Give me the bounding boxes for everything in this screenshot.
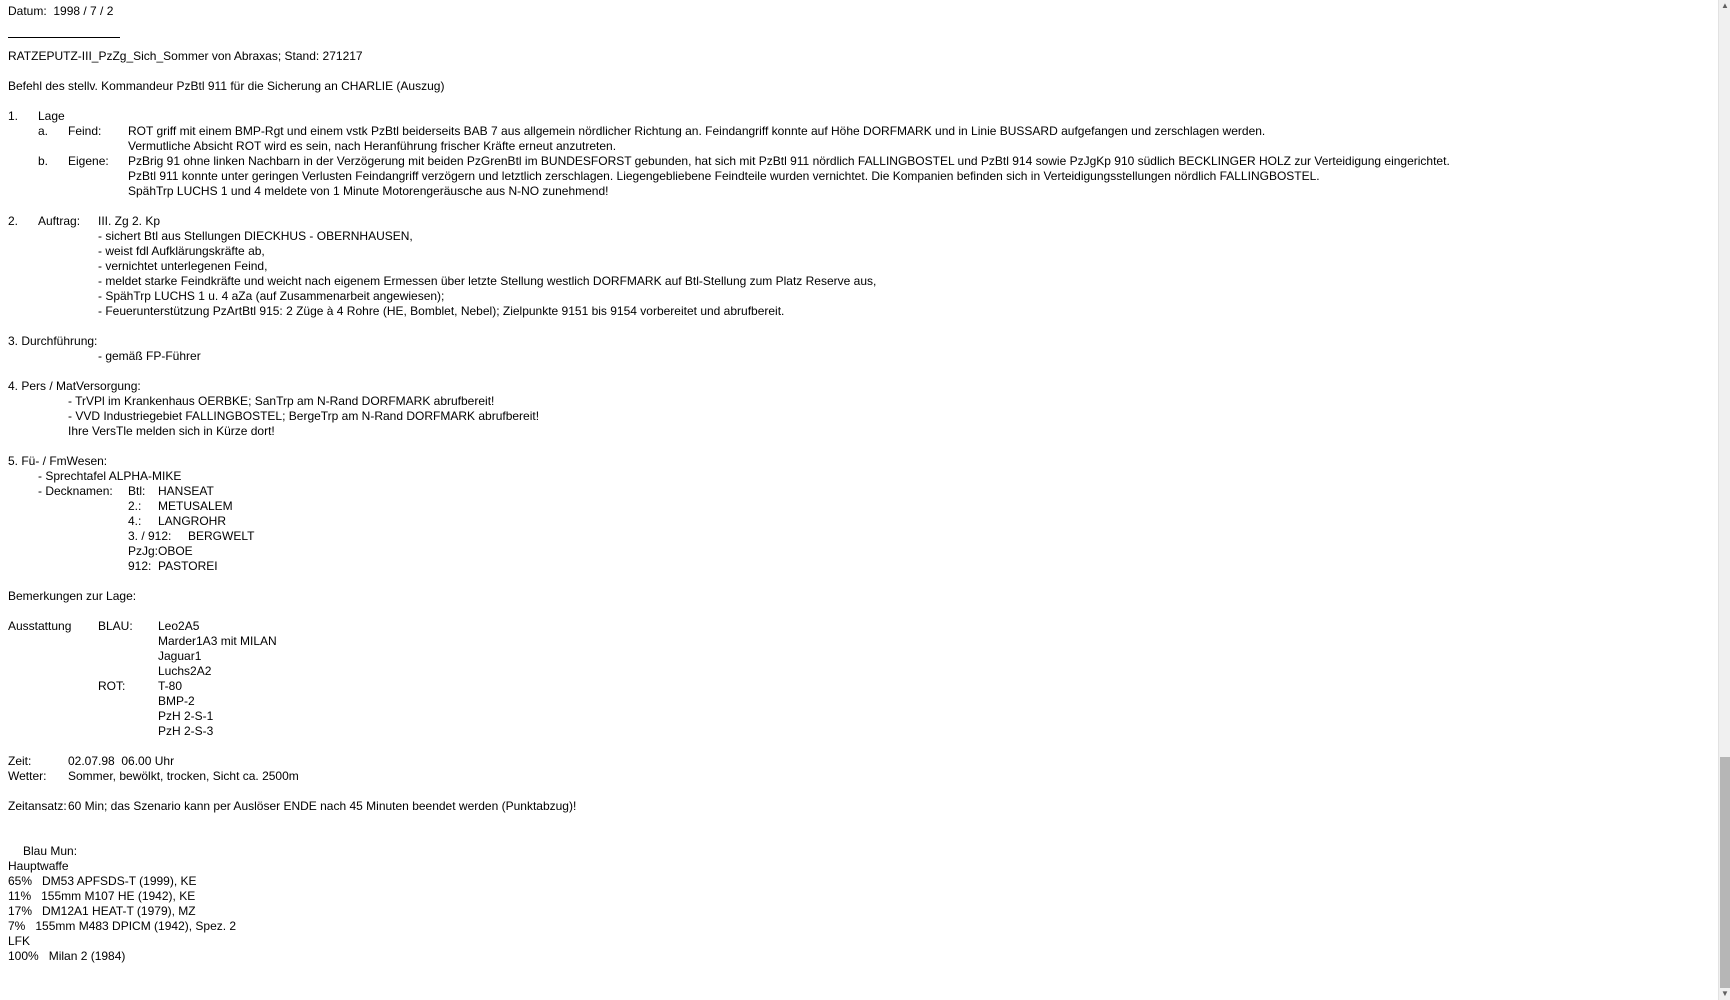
text-line: - Feuerunterstützung PzArtBtl 915: 2 Züge à 4 Rohre (HE, Bomblet, Nebel); Zielpunkte 9151 bis 9154 vorbereitet und abrufbereit.	[98, 304, 785, 318]
text-line: T-80	[158, 679, 183, 693]
text-line: - TrVPl im Krankenhaus OERBKE; SanTrp am N-Rand DORFMARK abrufbereit!	[68, 394, 495, 408]
text-line: - gemäß FP-Führer	[98, 349, 201, 363]
text-line: PzBtl 911 konnte unter geringen Verlusten Feindangriff verzögern und letztlich zerschlagen. Liegengebliebene Feindteile wurden vernichtet. Die Kompanien befinden sich in Verteidigungsstellungen nördlich FALLINGBOSTEL.	[128, 169, 1320, 183]
vertical-scrollbar[interactable]	[1718, 0, 1730, 1000]
text-line: - meldet starke Feindkräfte und weicht nach eigenem Ermessen über letzte Stellung westlich DORFMARK auf Btl-Stellung zum Platz Reserve aus,	[98, 274, 877, 288]
text-line: 11% 155mm M107 HE (1942), KE	[8, 889, 196, 903]
text-line: PzH 2-S-3	[158, 724, 214, 738]
text-line: Ausstattung	[8, 619, 72, 633]
text-line: PzJg:	[128, 544, 159, 558]
text-line: III. Zg 2. Kp	[98, 214, 161, 228]
text-line: Zeitansatz:	[8, 799, 67, 813]
text-line: METUSALEM	[158, 499, 233, 513]
text-line: RATZEPUTZ-III_PzZg_Sich_Sommer von Abraxas; Stand: 271217	[8, 49, 363, 63]
text-line: - Sprechtafel ALPHA-MIKE	[38, 469, 182, 483]
text-line: Feind:	[68, 124, 102, 138]
text-line: Eigene:	[68, 154, 109, 168]
text-line: Ihre VersTle melden sich in Kürze dort!	[68, 424, 275, 438]
text-line: BERGWELT	[188, 529, 255, 543]
text-line: Leo2A5	[158, 619, 200, 633]
text-line: 7% 155mm M483 DPICM (1942), Spez. 2	[8, 919, 237, 933]
text-line: 3. / 912:	[128, 529, 172, 543]
text-line: ROT:	[98, 679, 126, 693]
text-line: LANGROHR	[158, 514, 227, 528]
text-line: Marder1A3 mit MILAN	[158, 634, 277, 648]
text-line: a.	[38, 124, 49, 138]
text-line: Lage	[38, 109, 65, 123]
text-line: 3. Durchführung:	[8, 334, 98, 348]
text-line: - vernichtet unterlegenen Feind,	[98, 259, 268, 273]
text-line: Bemerkungen zur Lage:	[8, 589, 137, 603]
text-line: 17% DM12A1 HEAT-T (1979), MZ	[8, 904, 196, 918]
text-line: PzBrig 91 ohne linken Nachbarn in der Verzögerung mit beiden PzGrenBtl im BUNDESFORST gebunden, hat sich mit PzBtl 911 nördlich FALLINGBOSTEL und PzBtl 914 sowie PzJgKp 910 südlich BECKLINGER HOLZ zur Verteidigung eingerichtet.	[128, 154, 1450, 168]
text-line: Zeit:	[8, 754, 32, 768]
text-line: HANSEAT	[158, 484, 214, 498]
text-line: Sommer, bewölkt, trocken, Sicht ca. 2500m	[68, 769, 299, 783]
text-line: SpähTrp LUCHS 1 und 4 meldete von 1 Minute Motorengeräusche aus N-NO zunehmend!	[128, 184, 609, 198]
text-line: 65% DM53 APFSDS-T (1999), KE	[8, 874, 197, 888]
text-line: LFK	[8, 934, 31, 948]
text-line: ROT griff mit einem BMP-Rgt und einem vstk PzBtl beiderseits BAB 7 aus allgemein nördlicher Richtung an. Feindangriff konnte auf Höhe DORFMARK und in Linie BUSSARD aufgefangen und zerschlagen werden.	[128, 124, 1266, 138]
text-line: Wetter:	[8, 769, 47, 783]
text-line: 2.:	[128, 499, 142, 513]
text-line: 5. Fü- / FmWesen:	[8, 454, 108, 468]
text-line: Jaguar1	[158, 649, 202, 663]
text-line: PASTOREI	[158, 559, 218, 573]
text-line: - VVD Industriegebiet FALLINGBOSTEL; BergeTrp am N-Rand DORFMARK abrufbereit!	[68, 409, 540, 423]
scrollbar-thumb[interactable]	[1720, 757, 1730, 988]
text-line: PzH 2-S-1	[158, 709, 214, 723]
header-divider	[8, 37, 120, 38]
scroll-down-arrow-icon[interactable]: ▼	[1721, 989, 1729, 998]
text-line: b.	[38, 154, 49, 168]
text-line: - Decknamen:	[38, 484, 113, 498]
text-line: BMP-2	[158, 694, 195, 708]
text-line: Datum: 1998 / 7 / 2	[8, 4, 114, 18]
text-line: Hauptwaffe	[8, 859, 69, 873]
scroll-up-arrow-icon[interactable]: ▲	[1721, 1, 1729, 10]
text-line: Blau Mun:	[23, 844, 78, 858]
text-line: Befehl des stellv. Kommandeur PzBtl 911 für die Sicherung an CHARLIE (Auszug)	[8, 79, 445, 93]
text-line: 1.	[8, 109, 19, 123]
text-line: Btl:	[128, 484, 146, 498]
text-line: - sichert Btl aus Stellungen DIECKHUS - OBERNHAUSEN,	[98, 229, 413, 243]
text-line: 4.:	[128, 514, 142, 528]
text-line: 4. Pers / MatVersorgung:	[8, 379, 141, 393]
text-line: 02.07.98 06.00 Uhr	[68, 754, 175, 768]
text-line: Vermutliche Absicht ROT wird es sein, nach Heranführung frischer Kräfte erneut anzutreten.	[128, 139, 617, 153]
text-line: Luchs2A2	[158, 664, 212, 678]
text-line: 100% Milan 2 (1984)	[8, 949, 126, 963]
text-line: 912:	[128, 559, 152, 573]
text-line: - weist fdl Aufklärungskräfte ab,	[98, 244, 265, 258]
text-line: Auftrag:	[38, 214, 81, 228]
text-line: OBOE	[158, 544, 193, 558]
text-line: - SpähTrp LUCHS 1 u. 4 aZa (auf Zusammenarbeit angewiesen);	[98, 289, 445, 303]
text-line: BLAU:	[98, 619, 133, 633]
text-line: 2.	[8, 214, 19, 228]
text-line: 60 Min; das Szenario kann per Auslöser ENDE nach 45 Minuten beendet werden (Punktabzug)!	[68, 799, 577, 813]
